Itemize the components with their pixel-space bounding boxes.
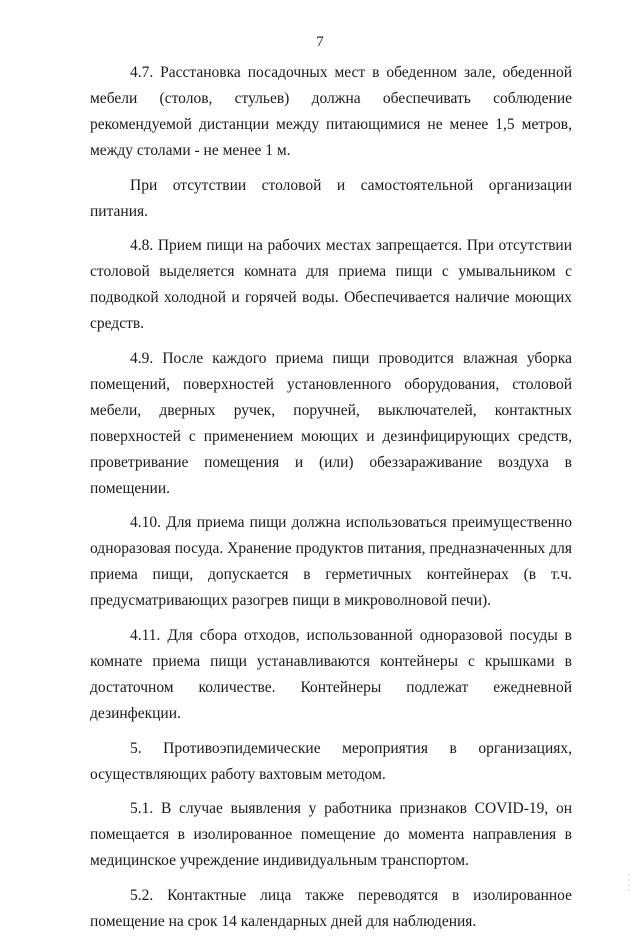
page-number: 7 (316, 34, 324, 50)
paragraph-5-2: 5.2. Контактные лица также переводятся в изолированное помещение на срок 14 календарных дней для наблюдения. (90, 886, 572, 930)
paragraph-5-1: 5.1. В случае выявления у работника признаков COVID-19, он помещается в изолированное помещение до момента направления в медицинское учреждение индивидуальным транспортом. (90, 800, 572, 870)
scan-artifact (624, 871, 634, 899)
paragraph-4-7: 4.7. Расстановка посадочных мест в обеденном зале, обеденной мебели (столов, стульев) должна обеспечивать соблюдение рекомендуемой дистанции между питающимися не менее 1,5 метров, между столами - не менее 1 м. (90, 64, 572, 159)
paragraph-4-8: 4.8. Прием пищи на рабочих местах запрещается. При отсутствии столовой выделяется комната для приема пищи с умывальником с подводкой холодной и горячей воды. Обеспечивается наличие моющих средств. (90, 237, 572, 333)
section-5-heading: 5. Противоэпидемические мероприятия в организациях, осуществляющих работу вахтовым методом. (90, 739, 572, 783)
paragraph-4-11: 4.11. Для сбора отходов, использованной одноразовой посуды в комнате приема пищи устанавливаются контейнеры с крышками в достаточном количестве. Контейнеры подлежат ежедневной дезинфекции. (90, 626, 572, 722)
document-body (90, 60, 572, 943)
paragraph-no-canteen-heading: При отсутствии столовой и самостоятельной организации питания. (90, 176, 572, 220)
paragraph-4-9: 4.9. После каждого приема пищи проводится влажная уборка помещений, поверхностей установленного оборудования, столовой мебели, дверных ручек, поручней, выключателей, контактных поверхностей с применением моющих и дезинфицирующих средств, проветривание помещения и (или) обеззараживание воздуха в помещении. (90, 349, 572, 497)
paragraph-4-10: 4.10. Для приема пищи должна использоваться преимущественно одноразовая посуда. Хранение продуктов питания, предназначенных для приема пищи, допускается в герметичных контейнерах (в т.ч. предусматривающих разогрев пищи в микроволновой печи). (90, 514, 572, 610)
